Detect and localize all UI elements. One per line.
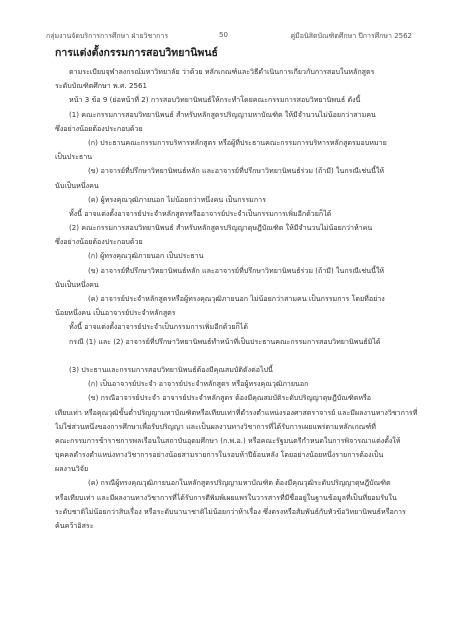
text-line: ไม่ใช่ส่วนหนึ่งของการศึกษาเพื่อรับปริญญา และเป็นผลงานทางวิชาการที่ได้รับการเผยแพร่ตามหลักเกณฑ์ที่ [55,421,376,431]
text-line: (ค) กรณีผู้ทรงคุณวุฒิภายนอกในหลักสูตรปริญญามหาบัณฑิต ต้องมีคุณวุฒิระดับปริญญาดุษฎีบัณฑิต [88,478,391,488]
running-header [46,31,412,43]
text-line: (ก) เป็นอาจารย์ประจำ อาจารย์ประจำหลักสูตร หรือผู้ทรงคุณวุฒิภายนอก [88,379,309,389]
text-line: (ค) ผู้ทรงคุณวุฒิภายนอก ไม่น้อยกว่าหนึ่งคน เป็นกรรมการ [88,194,266,204]
text-line: ทั้งนี้ อาจแต่งตั้งอาจารย์ประจำเป็นกรรมการเพิ่มอีกด้วยก็ได้ [69,322,248,332]
text-line: หน้า 3 ข้อ 9 (ย่อหน้าที่ 2) การสอบวิทยานิพนธ์ให้กระทำโดยคณะกรรมการสอบวิทยานิพนธ์ ดังนี้ [69,95,361,105]
text-line: (ค) อาจารย์ประจำหลักสูตรหรือผู้ทรงคุณวุฒิภายนอก ไม่น้อยกว่าสามคน เป็นกรรมการ โดยที่อย่าง [88,294,385,303]
text-line: บุคคลดำรงตำแหน่งทางวิชาการอย่างน้อยสามรายการในรอบห้าปีย้อนหลัง โดยอย่างน้อยหนึ่งรายการต้องเป็น [55,450,384,460]
text-line: (2) คณะกรรมการสอบวิทยานิพนธ์ สำหรับหลักสูตรปริญญาดุษฎีบัณฑิต ให้มีจำนวนไม่น้อยกว่าห้าคน [69,223,373,233]
text-line: ซึ่งอย่างน้อยต้องประกอบด้วย [55,123,143,133]
text-line: (ข) กรณีอาจารย์ประจำ อาจารย์ประจำหลักสูตร ต้องมีคุณสมบัติระดับปริญญาดุษฎีบัณฑิตหรือ [88,393,372,403]
header-department: กลุ่มงานจัดบริการการศึกษา ฝ่ายวิชาการ [46,32,169,40]
text-line: หรือเทียบเท่า และมีผลงานทางวิชาการที่ได้รับการตีพิมพ์เผยแพร่ในวารสารที่มีชื่ออยู่ในฐานข้อมูลที่เป็นที่ยอมรับใน [55,492,397,502]
text-line: (1) คณะกรรมการสอบวิทยานิพนธ์ สำหรับหลักสูตรปริญญามหาบัณฑิต ให้มีจำนวนไม่น้อยกว่าสามคน [69,109,376,119]
text-line: ระดับบัณฑิตศึกษา พ.ศ. 2561 [55,81,148,91]
header-manual-title: คู่มือนิสิตบัณฑิตศึกษา ปีการศึกษา 2562 [290,32,412,40]
text-line: (3) ประธานและกรรมการสอบวิทยานิพนธ์ต้องมีคุณสมบัติดังต่อไปนี้ [69,364,273,374]
text-line: (ข) อาจารย์ที่ปรึกษาวิทยานิพนธ์หลัก และอาจารย์ที่ปรึกษาวิทยานิพนธ์ร่วม (ถ้ามี) ในกรณีเช่นนี้ให้ [88,265,385,275]
page-number: 50 [219,31,228,39]
text-line: (ก) ผู้ทรงคุณวุฒิภายนอก เป็นประธาน [88,251,204,261]
text-line: น้อยหนึ่งคน เป็นอาจารย์ประจำหลักสูตร [55,308,176,318]
text-line: นับเป็นหนึ่งคน [55,279,99,289]
section-title: การแต่งตั้งกรรมการสอบวิทยานิพนธ์ [55,47,218,59]
text-line: (ข) อาจารย์ที่ปรึกษาวิทยานิพนธ์หลัก และอาจารย์ที่ปรึกษาวิทยานิพนธ์ร่วม (ถ้ามี) ในกรณีเช่นนี้ให้ [88,166,385,176]
text-line: ซึ่งอย่างน้อยต้องประกอบด้วย [55,237,143,247]
text-line: ค้นคว้าอิสระ [55,521,94,530]
paragraph-gap [55,349,417,363]
text-line: ผลงานวิจัย [55,464,89,474]
text-line: ตามระเบียบจุฬาลงกรณ์มหาวิทยาลัย ว่าด้วย หลักเกณฑ์และวิธีดำเนินการเกี่ยวกับการสอบในหลักสูตร [69,67,375,76]
body-text [55,65,417,533]
text-line: นับเป็นหนึ่งคน [55,180,99,190]
text-line: เทียบเท่า หรือคุณวุฒิขั้นต่ำปริญญามหาบัณฑิตหรือเทียบเท่าที่ดำรงตำแหน่งรองศาสตราจารย์ และมีผลงานทางวิชาการที่ [55,407,417,417]
text-line: ระดับชาติไม่น้อยกว่าสิบเรื่อง หรือระดับนานาชาติไม่น้อยกว่าห้าเรื่อง ซึ่งตรงหรือสัมพันธ์กับหัวข้อวิทยานิพนธ์หรือการ [55,506,406,516]
text-line: เป็นประธาน [55,152,93,162]
text-line: (ก) ประธานคณะกรรมการบริหารหลักสูตร หรือผู้ที่ประธานคณะกรรมการบริหารหลักสูตรมอบหมาย [88,137,387,147]
text-line: ทั้งนี้ อาจแต่งตั้งอาจารย์ประจำหลักสูตรหรืออาจารย์ประจำเป็นกรรมการเพิ่มอีกด้วยก็ได้ [69,208,332,218]
text-line: กรณี (1) และ (2) อาจารย์ที่ปรึกษาวิทยานิพนธ์ทำหน้าที่เป็นประธานคณะกรรมการสอบวิทยานิพนธ์มิได้ [69,336,381,346]
text-line: คณะกรรมการข้าราชการพลเรือนในสถาบันอุดมศึกษา (ก.พ.อ.) หรือคณะรัฐมนตรีกำหนดในการพิจารณาแต่งตั้งให้ [55,435,401,445]
